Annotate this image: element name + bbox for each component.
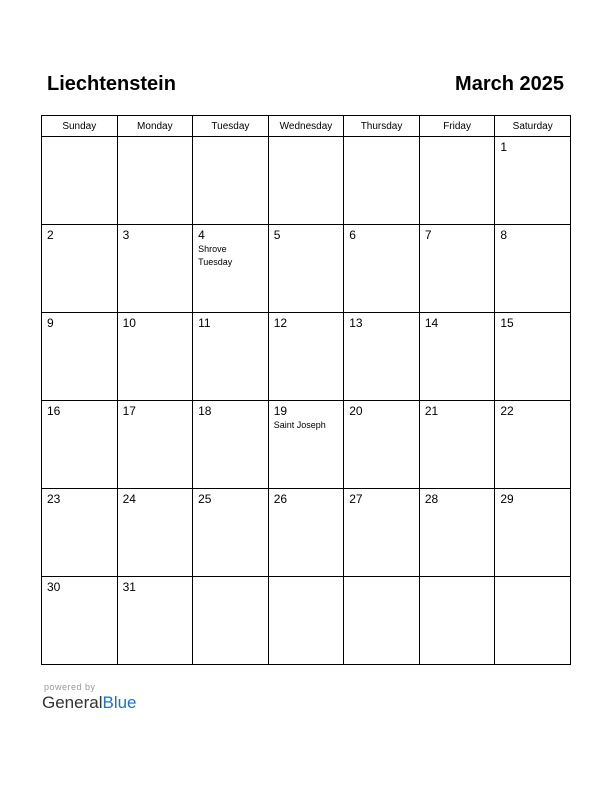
calendar-week-row <box>42 225 571 313</box>
day-number: 8 <box>500 228 508 242</box>
calendar-day-cell <box>344 313 420 401</box>
calendar-week-row <box>42 137 571 225</box>
day-number: 30 <box>47 580 61 594</box>
day-number: 16 <box>47 404 61 418</box>
weekday-header: Sunday <box>42 116 118 137</box>
brand-logo-part1: General <box>42 693 103 712</box>
day-number: 31 <box>122 580 136 594</box>
day-number: 25 <box>198 492 212 506</box>
brand-logo <box>42 693 137 713</box>
calendar-week-row <box>42 577 571 665</box>
day-number: 27 <box>349 492 363 506</box>
day-number: 13 <box>349 316 363 330</box>
calendar-grid <box>41 115 571 665</box>
day-number: 21 <box>424 404 439 418</box>
calendar-day-cell <box>193 489 269 577</box>
calendar-day-cell <box>495 401 571 489</box>
calendar-day-cell <box>344 137 420 225</box>
calendar-day-cell <box>495 489 571 577</box>
calendar-day-cell <box>268 489 344 577</box>
calendar-body <box>42 137 571 665</box>
calendar-day-cell <box>419 401 495 489</box>
day-number: 15 <box>500 316 514 330</box>
day-number: 2 <box>47 228 54 242</box>
day-number: 10 <box>122 316 136 330</box>
calendar-day-cell <box>268 313 344 401</box>
calendar-day-cell <box>193 225 269 313</box>
calendar-day-cell <box>42 401 118 489</box>
calendar-day-cell <box>193 401 269 489</box>
calendar-day-cell <box>344 577 420 665</box>
day-number: 9 <box>47 316 54 330</box>
calendar-week-row <box>42 401 571 489</box>
holiday-label: Shrove Tuesday <box>198 244 233 267</box>
calendar-day-cell <box>268 401 344 489</box>
calendar-day-cell <box>419 313 495 401</box>
calendar-day-cell <box>419 225 495 313</box>
day-number: 29 <box>500 492 514 506</box>
weekday-header: Friday <box>419 116 495 137</box>
day-number: 12 <box>273 316 288 330</box>
calendar-day-cell <box>193 577 269 665</box>
weekday-header: Monday <box>117 116 193 137</box>
calendar-day-cell <box>117 489 193 577</box>
calendar-day-cell <box>419 137 495 225</box>
weekday-header: Wednesday <box>268 116 344 137</box>
calendar-day-cell <box>268 137 344 225</box>
calendar-country-title: Liechtenstein <box>47 73 176 95</box>
calendar-week-row <box>42 313 571 401</box>
day-number: 22 <box>500 404 514 418</box>
calendar-day-cell <box>344 401 420 489</box>
weekday-header: Saturday <box>495 116 571 137</box>
calendar-day-cell <box>117 137 193 225</box>
calendar-day-cell <box>495 137 571 225</box>
calendar-day-cell <box>495 577 571 665</box>
calendar-day-cell <box>344 225 420 313</box>
day-number: 11 <box>198 316 211 330</box>
weekday-header-row <box>42 116 571 137</box>
powered-by-text: powered by <box>44 682 96 692</box>
day-number: 7 <box>424 228 432 242</box>
day-number: 6 <box>349 228 356 242</box>
calendar-week-row <box>42 489 571 577</box>
day-number: 19 <box>273 404 288 418</box>
day-number: 5 <box>273 228 281 242</box>
calendar-day-cell <box>193 313 269 401</box>
calendar-day-cell <box>495 225 571 313</box>
calendar-day-cell <box>117 313 193 401</box>
day-number: 26 <box>273 492 288 506</box>
calendar-day-cell <box>42 225 118 313</box>
calendar-day-cell <box>419 577 495 665</box>
calendar-day-cell <box>268 577 344 665</box>
calendar-month-title: March 2025 <box>455 73 564 95</box>
day-number: 14 <box>424 316 439 330</box>
holiday-label: Saint Joseph <box>273 420 326 430</box>
day-number: 18 <box>198 404 212 418</box>
day-number: 1 <box>500 140 508 154</box>
brand-logo-part2: Blue <box>102 693 137 712</box>
calendar-day-cell <box>117 225 193 313</box>
calendar-day-cell <box>495 313 571 401</box>
calendar-day-cell <box>42 313 118 401</box>
calendar-day-cell <box>117 577 193 665</box>
weekday-header: Tuesday <box>193 116 269 137</box>
day-number: 24 <box>122 492 136 506</box>
calendar-day-cell <box>42 577 118 665</box>
calendar-day-cell <box>344 489 420 577</box>
day-number: 28 <box>424 492 439 506</box>
day-number: 23 <box>47 492 61 506</box>
calendar-day-cell <box>268 225 344 313</box>
calendar-day-cell <box>42 137 118 225</box>
calendar-day-cell <box>42 489 118 577</box>
weekday-header: Thursday <box>344 116 420 137</box>
day-number: 20 <box>349 404 363 418</box>
day-number: 17 <box>122 404 136 418</box>
calendar-day-cell <box>419 489 495 577</box>
calendar-day-cell <box>193 137 269 225</box>
day-number: 3 <box>122 228 130 242</box>
calendar-day-cell <box>117 401 193 489</box>
day-number: 4 <box>198 228 205 242</box>
